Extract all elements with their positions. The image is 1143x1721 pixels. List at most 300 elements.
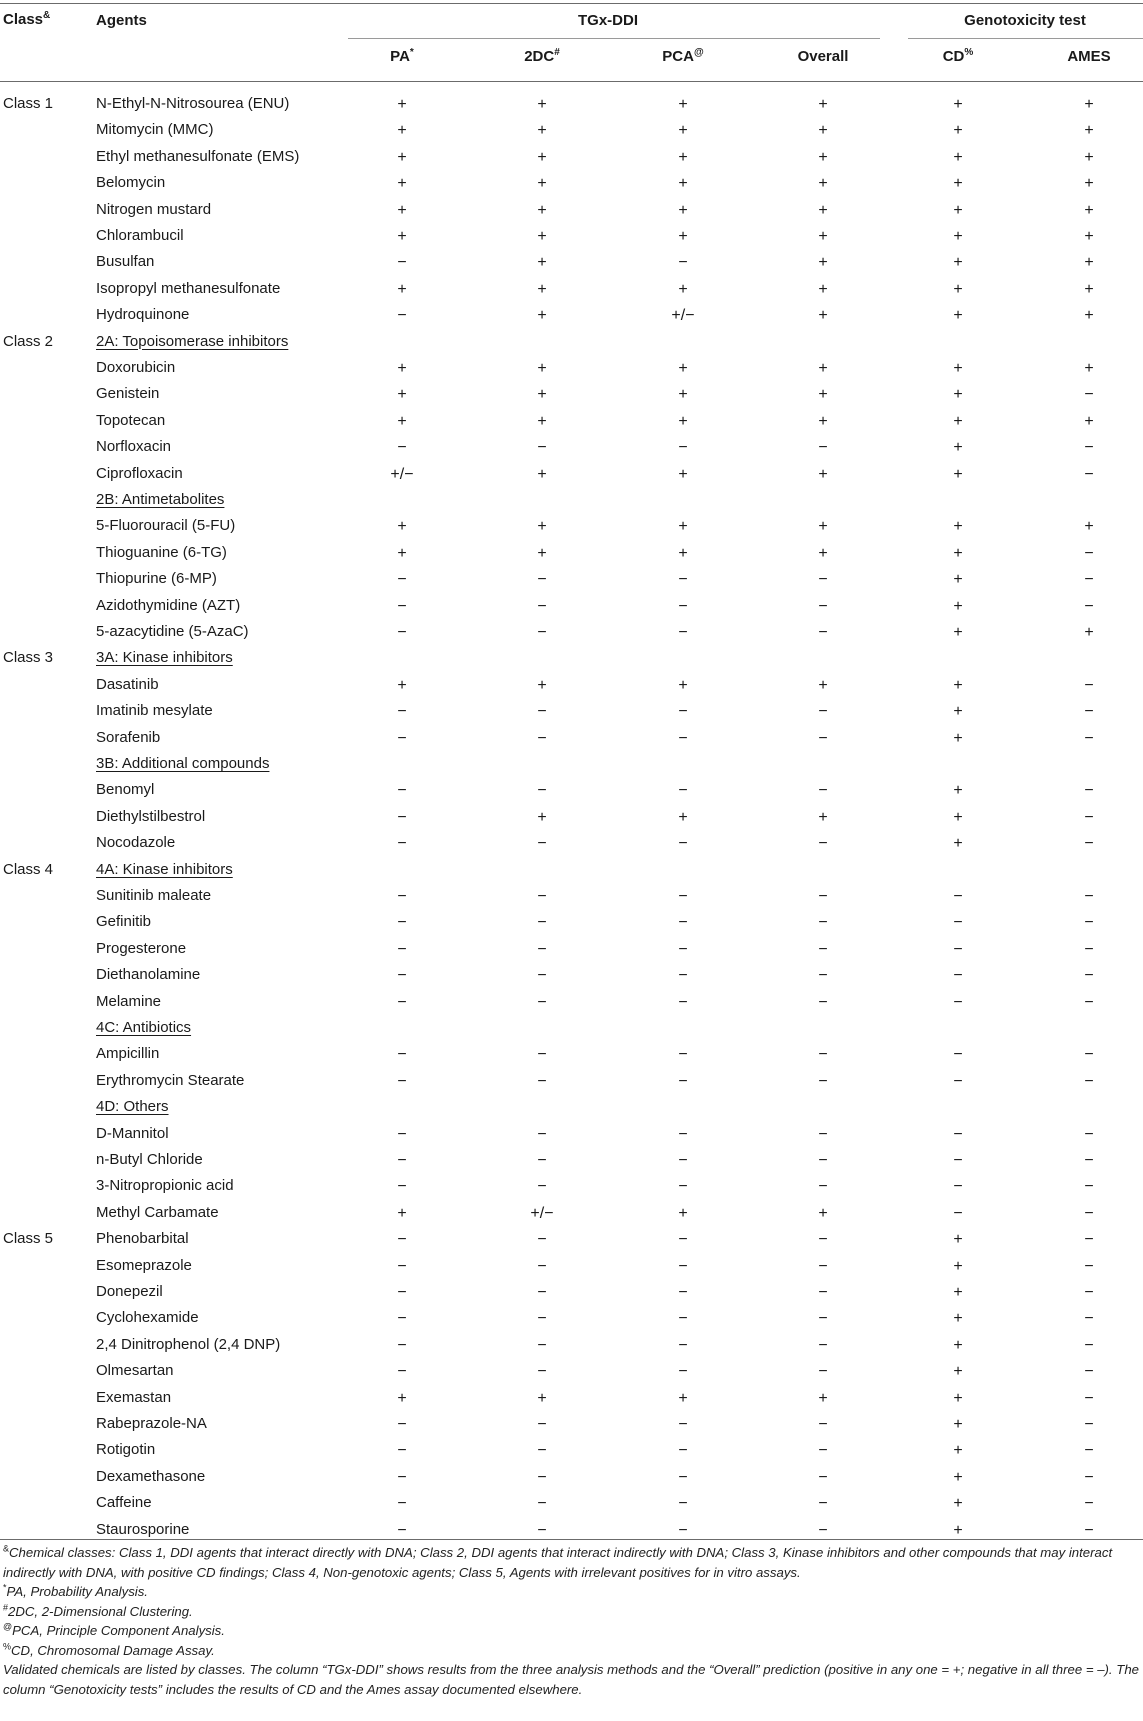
result-cell: + [818,1389,828,1407]
agent-name: Isopropyl methanesulfonate [96,279,281,297]
result-cell: + [397,386,407,404]
agent-name: Gefinitib [96,913,152,931]
result-cell: − [537,1152,547,1169]
agent-name: Mitomycin (MMC) [96,121,214,139]
result-cell: + [818,360,828,377]
result-cell: − [537,1178,547,1196]
result-cell: + [678,676,688,694]
result-cell: − [678,1468,688,1486]
result-cell: − [397,1336,407,1354]
result-cell: − [537,624,547,641]
result-cell: − [397,254,407,272]
result-cell: + [953,1521,963,1539]
result-cell: + [953,1257,963,1275]
result-cell: + [953,148,963,166]
result-cell: − [1084,703,1094,721]
result-cell: − [818,1310,828,1328]
result-cell: + [537,518,547,536]
result-cell: + [397,201,407,219]
result-cell: − [1084,1152,1094,1169]
result-cell: − [397,307,407,325]
result-cell: − [397,1152,407,1169]
result-cell: − [397,1468,407,1486]
result-cell: − [397,597,407,615]
result-cell: + [953,465,963,483]
result-cell: − [397,571,407,589]
result-cell: − [678,1125,688,1143]
result-cell: + [953,544,963,562]
result-cell: − [1084,1125,1094,1143]
agent-name: Caffeine [96,1494,152,1512]
class-cell: Class 3 [3,649,54,667]
result-cell: − [397,940,407,958]
header-col-ames: AMES [1067,48,1111,65]
result-cell: − [1084,967,1094,985]
result-cell: + [537,1389,547,1407]
agent-name: n-Butyl Chloride [96,1151,203,1168]
agent-name: Chlorambucil [96,227,184,244]
result-cell: + [818,254,828,272]
result-cell: − [818,571,828,589]
result-cell: − [1084,1416,1094,1433]
result-cell: + [818,1204,828,1222]
result-cell: + [818,544,828,562]
result-cell: − [1084,1204,1094,1222]
result-cell: − [678,1284,688,1301]
header-col-pca: PCA@ [662,47,704,65]
result-cell: − [1084,571,1094,589]
agent-name: Melamine [96,992,162,1010]
genotox-group-rule [908,38,1143,39]
footnote-pca: @PCA, Principle Component Analysis. [3,1621,225,1638]
result-cell: + [1084,360,1094,377]
result-cell: − [397,914,407,932]
result-cell: − [537,967,547,985]
result-cell: − [397,1416,407,1433]
result-cell: − [678,571,688,589]
result-cell: − [397,782,407,800]
result-cell: − [678,835,688,853]
result-cell: + [537,360,547,377]
bottom-rule [0,1539,1143,1540]
result-cell: − [397,1231,407,1249]
result-cell: − [818,1468,828,1486]
result-cell: + [953,835,963,853]
result-cell: − [1084,1072,1094,1090]
result-cell: + [678,1204,688,1222]
result-cell: + [1084,228,1094,245]
result-cell: − [818,835,828,853]
result-cell: − [678,1363,688,1381]
result-cell: + [397,412,407,430]
result-cell: − [397,993,407,1011]
result-cell: − [678,940,688,958]
result-cell: − [678,1416,688,1433]
result-cell: − [397,1363,407,1381]
result-cell: − [397,1046,407,1064]
result-cell: − [537,1336,547,1354]
result-cell: − [678,624,688,641]
result-cell: − [678,1521,688,1539]
result-cell: − [818,1072,828,1090]
table-footnotes [3,1543,1141,1699]
result-cell: − [537,914,547,932]
result-cell: + [397,122,407,140]
footnote-validation: Validated chemicals are listed by classes. The column “TGx-DDI” shows results from the three analysis methods and the “Overall” prediction (positive in any one = +; negative in all three = –). The column “Genotoxicity tests” includes the results of CD and the Ames assay documented elsewhere. [3,1662,1139,1697]
class-cell: Class 4 [3,860,54,878]
agent-name: Thiopurine (6-MP) [96,570,217,588]
result-cell: − [818,782,828,800]
result-cell: − [953,1178,963,1196]
result-cell: − [818,1284,828,1301]
result-cell: − [397,1178,407,1196]
agent-name: Olmesartan [96,1362,174,1380]
agent-name: D-Mannitol [96,1124,169,1142]
result-cell: − [678,703,688,721]
result-cell: − [1084,1468,1094,1486]
agent-name: Topotecan [96,411,166,429]
result-cell: − [397,703,407,721]
result-cell: − [818,439,828,457]
result-cell: + [953,703,963,721]
result-cell: + [397,280,407,298]
result-cell: + [953,307,963,325]
result-cell: + [397,544,407,562]
result-cell: − [1084,940,1094,958]
result-cell: + [678,544,688,562]
result-cell: + [953,1416,963,1433]
result-cell: − [397,1310,407,1328]
result-cell: + [537,544,547,562]
result-cell: − [678,1336,688,1354]
result-cell: + [397,228,407,245]
result-cell: − [397,1521,407,1539]
footnote-pa: *PA, Probability Analysis. [3,1582,148,1599]
result-cell: + [678,1389,688,1407]
subgroup-label: 3A: Kinase inhibitors [96,649,233,667]
result-cell: + [953,808,963,826]
result-cell: − [818,1495,828,1513]
result-cell: + [678,96,688,113]
result-cell: + [953,386,963,404]
result-cell: − [1084,1310,1094,1328]
agent-name: Dexamethasone [96,1467,206,1485]
result-cell: − [678,1046,688,1064]
result-cell: − [678,1257,688,1275]
result-cell: + [953,175,963,193]
result-cell: − [818,1231,828,1249]
result-cell: + [397,148,407,166]
result-cell: + [953,1389,963,1407]
agent-name: Ciprofloxacin [96,464,183,482]
result-cell: + [678,175,688,193]
result-cell: − [397,624,407,641]
result-cell: + [537,307,547,325]
result-cell: + [818,175,828,193]
result-cell: + [678,518,688,536]
result-cell: + [1084,96,1094,113]
result-cell: + [1084,518,1094,536]
result-cell: − [1084,1363,1094,1381]
agent-name: Donepezil [96,1283,163,1300]
footnote-classes: &Chemical classes: Class 1, DDI agents that interact directly with DNA; Class 2, DDI agents that interact indirectly with DNA; Class 3, Kinase inhibitors and other compounds that may interact indirectly with DNA, with positive CD findings; Class 4, Non-genotoxic agents; Class 5, Agents with irrelevant positives for in vitro assays. [3,1543,1113,1580]
result-cell: − [537,1284,547,1301]
result-cell: + [397,518,407,536]
result-cell: − [537,1521,547,1539]
agent-name: Sorafenib [96,728,161,746]
result-cell: − [818,1363,828,1381]
result-cell: − [1084,465,1094,483]
result-cell: − [953,1046,963,1064]
result-cell: + [953,597,963,615]
agent-name: Cyclohexamide [96,1309,199,1327]
result-cell: − [397,439,407,457]
result-cell: − [537,782,547,800]
result-cell: − [678,1231,688,1249]
header-class: Class& [3,10,51,28]
result-cell: + [953,1468,963,1486]
agent-name: 5-Fluorouracil (5-FU) [96,517,236,535]
agent-name: Erythromycin Stearate [96,1071,245,1089]
result-cell: + [953,1336,963,1354]
header-col-pa: PA* [390,47,414,65]
header-col-cd: CD% [942,47,974,65]
result-cell: + [678,148,688,166]
result-cell: + [1084,280,1094,298]
result-cell: − [1084,835,1094,853]
result-cell: + [678,386,688,404]
header-rule [0,81,1143,82]
agent-name: Nitrogen mustard [96,200,212,218]
result-cell: − [678,914,688,932]
result-cell: + [1084,175,1094,193]
result-cell: − [678,782,688,800]
result-cell: − [537,888,547,905]
result-cell: − [818,729,828,747]
subgroup-label: 2A: Topoisomerase inhibitors [96,332,289,350]
result-cell: + [818,280,828,298]
result-cell: + [953,280,963,298]
result-cell: − [397,1125,407,1143]
agent-name: Doxorubicin [96,359,176,376]
result-cell: − [953,967,963,985]
result-cell: + [397,1204,407,1222]
result-cell: − [537,597,547,615]
result-cell: − [678,967,688,985]
result-cell: + [953,1442,963,1460]
result-cell: − [1084,439,1094,457]
result-cell: + [678,412,688,430]
result-cell: + [678,465,688,483]
result-cell: − [678,1178,688,1196]
result-cell: − [397,1072,407,1090]
agent-name: Azidothymidine (AZT) [96,596,241,614]
result-cell: + [953,571,963,589]
agent-name: Thioguanine (6-TG) [96,543,227,561]
result-cell: − [1084,1521,1094,1539]
result-cell: − [678,1442,688,1460]
result-cell: + [953,254,963,272]
footnote-2dc: #2DC, 2-Dimensional Clustering. [3,1602,193,1619]
result-cell: − [537,1231,547,1249]
result-cell: − [818,914,828,932]
result-cell: − [1084,1257,1094,1275]
result-cell: + [953,729,963,747]
result-cell: + [1084,624,1094,641]
result-cell: − [537,1468,547,1486]
result-cell: + [537,808,547,826]
result-cell: − [1084,993,1094,1011]
subgroup-label: 4C: Antibiotics [96,1019,192,1036]
agent-name: Genistein [96,385,160,403]
result-cell: − [678,1072,688,1090]
result-cell: + [818,148,828,166]
result-cell: − [397,729,407,747]
result-cell: − [397,835,407,853]
result-cell: + [1084,254,1094,272]
result-cell: − [537,729,547,747]
result-cell: + [1084,412,1094,430]
agent-name: Nocodazole [96,834,176,852]
agent-name: 2,4 Dinitrophenol (2,4 DNP) [96,1335,281,1353]
result-cell: +/− [530,1204,554,1222]
agent-name: Rabeprazole-NA [96,1415,207,1432]
header-col-2dc: 2DC# [524,47,560,65]
result-cell: + [818,307,828,325]
class-cell: Class 5 [3,1230,54,1248]
result-cell: + [818,465,828,483]
result-cell: − [1084,1284,1094,1301]
result-cell: − [397,1495,407,1513]
result-cell: − [818,1125,828,1143]
result-cell: − [678,254,688,272]
result-cell: − [537,1416,547,1433]
result-cell: + [537,148,547,166]
agent-name: Exemastan [96,1388,172,1406]
agent-name: Norfloxacin [96,438,172,456]
result-cell: − [678,1310,688,1328]
agent-name: Benomyl [96,781,155,799]
agent-name: Ethyl methanesulfonate (EMS) [96,147,300,165]
result-cell: + [537,228,547,245]
result-cell: − [537,1442,547,1460]
result-cell: − [537,1072,547,1090]
result-cell: − [1084,676,1094,694]
result-cell: − [678,597,688,615]
result-cell: + [397,1389,407,1407]
result-cell: + [1084,122,1094,140]
result-cell: − [397,1442,407,1460]
result-cell: − [1084,544,1094,562]
result-cell: − [818,1046,828,1064]
result-cell: − [678,888,688,905]
result-cell: − [953,1125,963,1143]
result-cell: + [953,782,963,800]
result-cell: − [1084,386,1094,404]
result-cell: − [537,940,547,958]
result-cell: − [818,1178,828,1196]
agent-name: Staurosporine [96,1520,190,1538]
result-cell: − [953,993,963,1011]
result-cell: − [818,1152,828,1169]
subgroup-label: 4A: Kinase inhibitors [96,860,233,878]
agent-name: Imatinib mesylate [96,702,213,720]
result-cell: − [818,597,828,615]
result-cell: − [818,888,828,905]
result-cell: + [1084,148,1094,166]
header-agents: Agents [96,12,147,29]
result-cell: − [1084,597,1094,615]
result-cell: − [953,1072,963,1090]
result-cell: + [537,412,547,430]
result-cell: − [818,940,828,958]
result-cell: + [537,96,547,113]
result-cell: + [537,386,547,404]
result-cell: + [953,1363,963,1381]
agent-name: Rotigotin [96,1441,156,1459]
result-cell: + [678,228,688,245]
result-cell: − [537,993,547,1011]
result-cell: − [818,1442,828,1460]
header-group-tgx: TGx-DDI [578,12,638,29]
header-class-sup: & [43,10,51,21]
result-cell: − [818,624,828,641]
result-cell: + [953,1284,963,1301]
result-cell: − [818,703,828,721]
result-cell: − [678,439,688,457]
agent-name: Methyl Carbamate [96,1203,219,1221]
result-cell: + [537,254,547,272]
class-cell: Class 2 [3,332,54,350]
agent-name: Esomeprazole [96,1256,192,1274]
result-cell: + [953,201,963,219]
result-cell: + [818,201,828,219]
result-cell: − [1084,1046,1094,1064]
result-cell: + [397,175,407,193]
result-cell: + [537,465,547,483]
result-cell: − [1084,1442,1094,1460]
class-cell: Class 1 [3,95,54,112]
result-cell: − [537,1257,547,1275]
result-cell: + [953,412,963,430]
result-cell: + [537,201,547,219]
result-cell: + [953,624,963,641]
result-cell: + [397,360,407,377]
result-cell: +/− [671,307,695,325]
result-cell: − [1084,1495,1094,1513]
result-cell: + [1084,307,1094,325]
result-cell: + [397,676,407,694]
footnote-cd: %CD, Chromosomal Damage Assay. [3,1641,215,1658]
result-cell: + [678,201,688,219]
result-cell: − [537,1046,547,1064]
agent-name: Phenobarbital [96,1230,189,1248]
result-cell: − [1084,782,1094,800]
result-cell: − [678,729,688,747]
result-cell: + [818,228,828,245]
result-cell: + [818,676,828,694]
result-cell: − [953,940,963,958]
result-cell: − [1084,808,1094,826]
tgx-group-rule [348,38,880,39]
result-cell: − [818,1521,828,1539]
result-cell: − [537,703,547,721]
result-cell: − [953,914,963,932]
result-cell: − [953,888,963,905]
result-cell: + [953,360,963,377]
result-cell: − [397,1284,407,1301]
agent-name: Diethylstilbestrol [96,807,206,825]
